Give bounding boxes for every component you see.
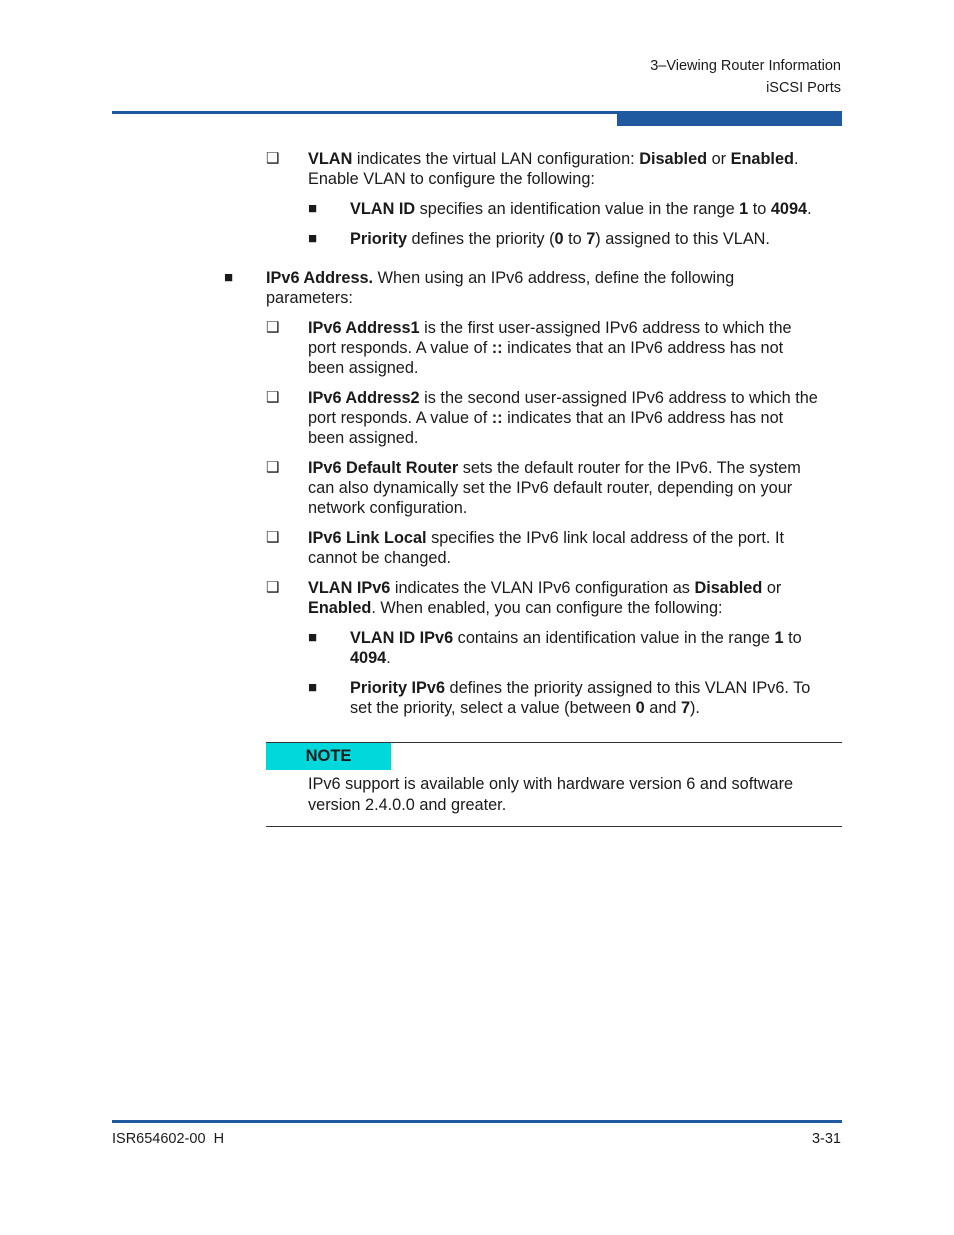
solid-square-bullet-icon: ■ xyxy=(308,629,318,646)
ipv6-address-item: IPv6 Address. When using an IPv6 address, define the following parameters: xyxy=(266,269,735,307)
footer-rule xyxy=(112,1120,842,1123)
footer-doc-id: ISR654602-00 H xyxy=(112,1131,225,1147)
hollow-checkbox-bullet-icon: ❑ xyxy=(266,579,280,596)
hollow-checkbox-bullet-icon: ❑ xyxy=(266,150,280,167)
ipv6-default-router-item: IPv6 Default Router sets the default router for the IPv6. The system can also dynamically set the IPv6 default router, depending on your network configuration. xyxy=(308,459,801,517)
ipv6-link-local-item: IPv6 Link Local specifies the IPv6 link local address of the port. It cannot be changed. xyxy=(308,529,785,567)
hollow-checkbox-bullet-icon: ❑ xyxy=(266,319,280,336)
header-chapter: 3–Viewing Router Information xyxy=(650,58,841,74)
hollow-checkbox-bullet-icon: ❑ xyxy=(266,389,280,406)
header-section: iSCSI Ports xyxy=(766,80,841,96)
priority-ipv6-item: Priority IPv6 defines the priority assigned to this VLAN IPv6. To set the priority, select a value (between 0 and 7). xyxy=(350,679,811,717)
solid-square-bullet-icon: ■ xyxy=(308,200,318,217)
solid-square-bullet-icon: ■ xyxy=(308,230,318,247)
vlan-id-ipv6-item: VLAN ID IPv6 contains an identification value in the range 1 to 4094. xyxy=(350,629,802,667)
hollow-checkbox-bullet-icon: ❑ xyxy=(266,529,280,546)
note-label: NOTE xyxy=(266,743,391,770)
ipv6-address1-item: IPv6 Address1 is the first user-assigned IPv6 address to which the port responds. A value of :: indicates that an IPv6 address has not been assigned. xyxy=(308,319,792,377)
footer-page-number: 3-31 xyxy=(811,1131,841,1147)
vlan-id-item: VLAN ID specifies an identification value in the range 1 to 4094. xyxy=(350,200,812,218)
vlan-ipv6-item: VLAN IPv6 indicates the VLAN IPv6 configuration as Disabled or Enabled. When enabled, you can configure the following: xyxy=(308,579,782,617)
solid-square-bullet-icon: ■ xyxy=(224,269,234,286)
hollow-checkbox-bullet-icon: ❑ xyxy=(266,459,280,476)
priority-item: Priority defines the priority (0 to 7) assigned to this VLAN. xyxy=(350,230,770,248)
ipv6-address2-item: IPv6 Address2 is the second user-assigned IPv6 address to which the port responds. A value of :: indicates that an IPv6 address has not been assigned. xyxy=(308,389,818,447)
solid-square-bullet-icon: ■ xyxy=(308,679,318,696)
note-text: IPv6 support is available only with hardware version 6 and software version 2.4.0.0 and greater. xyxy=(308,775,794,814)
note-bottom-rule xyxy=(266,826,842,827)
vlan-item: VLAN indicates the virtual LAN configuration: Disabled or Enabled. Enable VLAN to configure the following: xyxy=(308,150,799,188)
header-rule-tab xyxy=(617,111,842,126)
